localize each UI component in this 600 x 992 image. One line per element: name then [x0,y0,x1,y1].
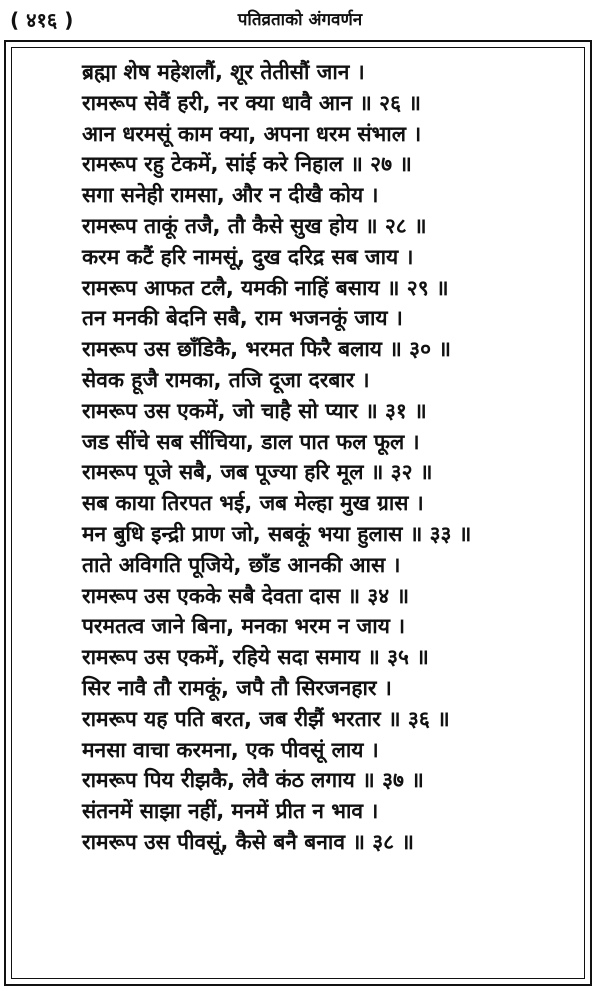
verse-line: रामरूप उस एकमें, रहिये सदा समाय ॥ ३५ ॥ [82,645,429,670]
verse-line: परमतत्व जाने बिना, मनका भरम न जाय । [82,614,406,639]
verse-line: रामरूप सेवैं हरी, नर क्या धावै आन ॥ २६ ॥ [82,90,421,115]
verse-line: रामरूप पिय रीझकै, लेवै कंठ लगाय ॥ ३७ ॥ [82,768,424,793]
verse-line: मनसा वाचा करमना, एक पीवसूं लाय । [82,737,379,762]
verse-line: रामरूप पूजे सबै, जब पूज्या हरि मूल ॥ ३२ ॥ [82,460,433,485]
verse-line: आन धरमसूं काम क्या, अपना धरम संभाल । [82,121,422,146]
verse-line: ताते अविगति पूजिये, छाँड आनकी आस । [82,552,401,577]
verse-line: ब्रह्मा शेष महेशलौं, शूर तेतीसौं जान । [82,60,365,84]
page-title: पतिव्रताको अंगवर्णन [237,10,363,30]
verse-line: रामरूप ताकूं तजै, तौ कैसे सुख होय ॥ २८ ॥ [82,213,427,238]
verse-line: सगा सनेही रामसा, और न दीखै कोय । [82,183,379,208]
verse-line: रामरूप रहु टेकमें, सांई करे निहाल ॥ २७ ॥ [82,152,412,177]
verse-line: सेवक हूजै रामका, तजि दूजा दरबार । [82,367,370,392]
page-header [0,0,600,40]
verse-line: रामरूप उस एकके सबै देवता दास ॥ ३४ ॥ [82,583,410,608]
verse-line: सब काया तिरपत भई, जब मेल्हा मुख ग्रास । [82,491,424,516]
verse-line: रामरूप यह पति बरत, जब रीझैं भरतार ॥ ३६ ॥ [82,706,450,731]
verse-block [0,57,600,858]
verse-line: तन मनकी बेदनि सबै, राम भजनकूं जाय । [82,306,403,331]
verse-line: करम कटैं हरि नामसूं, दुख दरिद्र सब जाय । [82,244,414,269]
verse-line: सिर नावै तौ रामकूं, जपै तौ सिरजनहार । [82,675,392,700]
verse-line: जड सींचे सब सींचिया, डाल पात फल फूल । [82,429,420,454]
verse-line: संतनमें साझा नहीं, मनमें प्रीत न भाव । [82,799,379,824]
verse-line: रामरूप आफत टलै, यमकी नाहिं बसाय ॥ २९ ॥ [82,275,449,300]
page-number: ( ४१६ ) [10,8,74,32]
verse-line: रामरूप उस छाँडिकै, भरमत फिरै बलाय ॥ ३० ॥ [82,337,451,362]
verse-line: मन बुधि इन्द्री प्राण जो, सबकूं भया हुलास ॥ ३३ ॥ [82,521,472,546]
verse-line: रामरूप उस पीवसूं, कैसे बनै बनाव ॥ ३८ ॥ [82,829,414,854]
verse-line: रामरूप उस एकमें, जो चाहै सो प्यार ॥ ३१ ॥ [82,398,427,423]
